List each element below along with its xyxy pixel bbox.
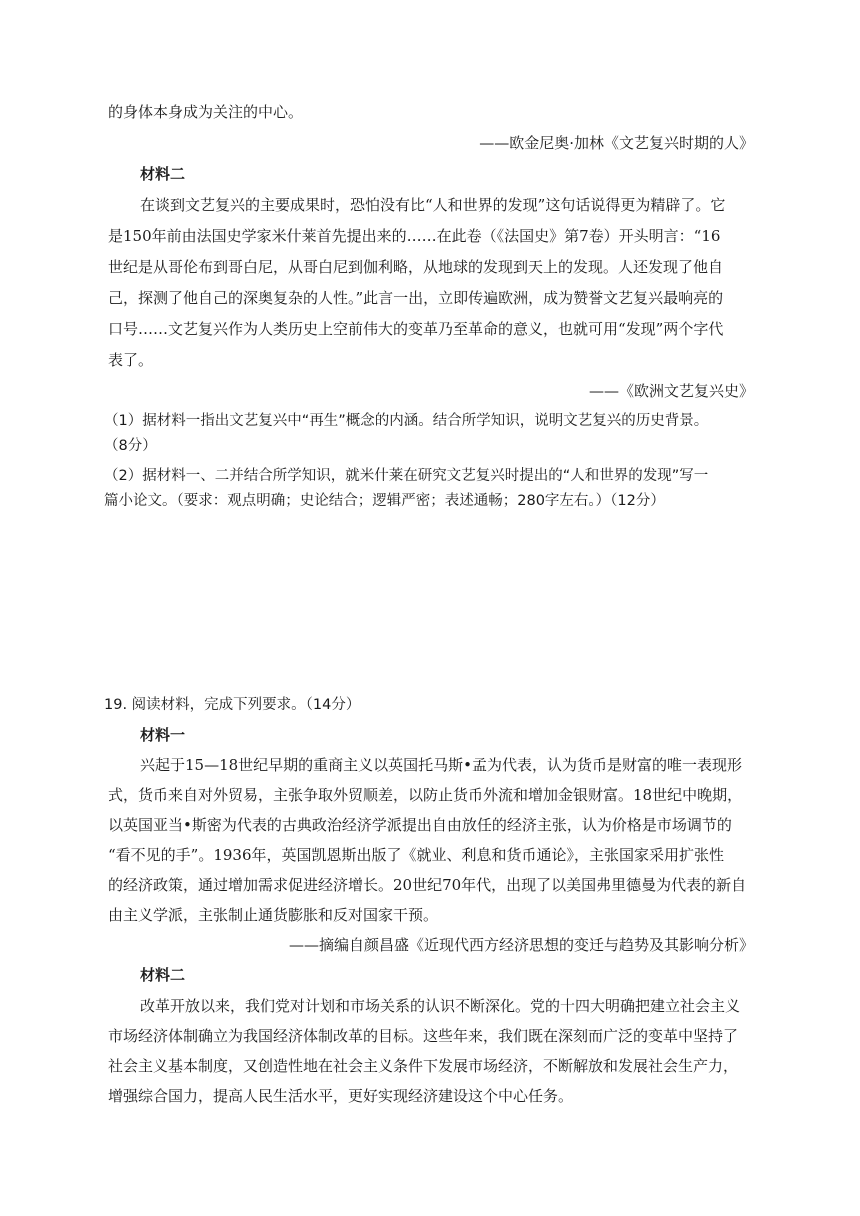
q19-material2-line: 改革开放以来，我们党对计划和市场关系的认识不断深化。党的十四大明确把建立社会主义 (140, 997, 741, 1015)
q19-material1-line: 式，货币来自对外贸易，主张争取外贸顺差，以防止货币外流和增加金银财富。18世纪中晚期， (108, 786, 743, 804)
q19-material2-line: 市场经济体制确立为我国经济体制改革的目标。这些年来，我们既在深刻而广泛的变革中坚持了 (108, 1027, 739, 1045)
q19-material1-line: 由主义学派，主张制止通货膨胀和反对国家干预。 (108, 906, 439, 924)
material1-source: ——欧金尼奥·加林《文艺复兴时期的人》 (479, 134, 754, 152)
q19-material2-line: 社会主义基本制度，又创造性地在社会主义条件下发展市场经济，不断解放和发展社会生产力， (108, 1057, 739, 1075)
q19-material1-line: “看不见的手”。1936年，英国凯恩斯出版了《就业、利息和货币通论》，主张国家采用扩张性 (108, 846, 725, 864)
q19-material1-heading: 材料一 (140, 726, 186, 744)
material2-line: 己，探测了他自己的深奥复杂的人性。”此言一出，立即传遍欧洲，成为赞誉文艺复兴最响亮的 (108, 289, 724, 307)
material2-line: 表了。 (108, 351, 154, 369)
material2-line: 在谈到文艺复兴的主要成果时，恐怕没有比“人和世界的发现”这句话说得更为精辟了。它 (140, 196, 726, 214)
q19-material2-line: 增强综合国力，提高人民生活水平，更好实现经济建设这个中心任务。 (108, 1087, 574, 1105)
question-1-line: （1）据材料一指出文艺复兴中“再生”概念的内涵。结合所学知识，说明文艺复兴的历史背景。 (104, 413, 709, 429)
material2-line: 世纪是从哥伦布到哥白尼，从哥白尼到伽利略，从地球的发现到天上的发现。人还发现了他自 (108, 258, 724, 276)
question-19-title: 19. 阅读材料，完成下列要求。（14分） (104, 697, 361, 713)
question-2-line: （2）据材料一、二并结合所学知识，就米什莱在研究文艺复兴时提出的“人和世界的发现”写一 (104, 468, 709, 484)
material2-heading: 材料二 (140, 165, 186, 183)
question-1-line: （8分） (104, 438, 157, 454)
question-2-line: 篇小论文。（要求：观点明确；史论结合；逻辑严密；表述通畅；280字左右。）（12分） (104, 493, 665, 509)
q19-material2-heading: 材料二 (140, 966, 186, 984)
material2-line: 口号……文艺复兴作为人类历史上空前伟大的变革乃至革命的意义，也就可用“发现”两个字代 (108, 320, 724, 338)
q19-material1-line: 的经济政策，通过增加需求促进经济增长。20世纪70年代，出现了以美国弗里德曼为代表的新自 (108, 876, 747, 894)
q19-material1-line: 兴起于15—18世纪早期的重商主义以英国托马斯•孟为代表，认为货币是财富的唯一表现形 (140, 756, 743, 774)
material2-line: 是150年前由法国史学家米什莱首先提出来的……在此卷（《法国史》第7卷）开头明言：“16 (108, 227, 721, 245)
material2-source: ——《欧洲文艺复兴史》 (588, 382, 754, 400)
material1-continuation: 的身体本身成为关注的中心。 (108, 103, 304, 121)
q19-material1-source: ——摘编自颜昌盛《近现代西方经济思想的变迁与趋势及其影响分析》 (288, 936, 754, 954)
q19-material1-line: 以英国亚当•斯密为代表的古典政治经济学派提出自由放任的经济主张，认为价格是市场调节的 (108, 816, 732, 834)
